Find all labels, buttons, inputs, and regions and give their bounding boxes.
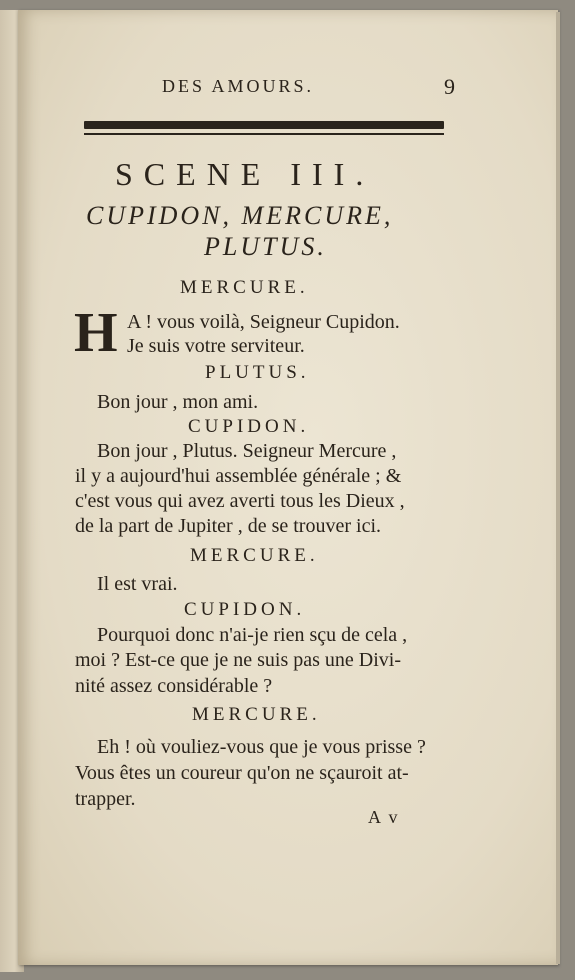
- signature-mark: A v: [368, 807, 400, 827]
- dialogue-line: trapper.: [75, 788, 136, 810]
- dialogue-line: Je suis votre serviteur.: [127, 335, 305, 357]
- dialogue-line: Pourquoi donc n'ai-je rien sçu de cela ,: [97, 624, 408, 646]
- speaker-heading: PLUTUS.: [205, 362, 310, 383]
- book-page: [18, 10, 558, 965]
- dialogue-line: c'est vous qui avez averti tous les Dieux ,: [75, 490, 405, 512]
- dialogue-line: nité assez considérable ?: [75, 675, 273, 697]
- scene-title: SCENE III.: [115, 156, 375, 192]
- speaker-heading: CUPIDON.: [184, 599, 306, 620]
- dialogue-line: de la part de Jupiter , de se trouver ici.: [75, 515, 381, 537]
- cast-list-line-1: CUPIDON, MERCURE,: [86, 201, 394, 230]
- page-fore-edge: [556, 12, 560, 964]
- drop-cap: H: [74, 302, 118, 364]
- speaker-heading: MERCURE.: [190, 545, 319, 566]
- page-number: 9: [444, 74, 455, 99]
- dialogue-line: il y a aujourd'hui assemblée générale ; &: [75, 465, 402, 487]
- dialogue-line: A ! vous voilà, Seigneur Cupidon.: [127, 311, 400, 333]
- dialogue-line: Bon jour , mon ami.: [97, 391, 259, 413]
- speaker-heading: MERCURE.: [192, 704, 321, 725]
- dialogue-line: Bon jour , Plutus. Seigneur Mercure ,: [97, 440, 397, 462]
- dialogue-line: Eh ! où vouliez-vous que je vous prisse ?: [97, 736, 426, 758]
- speaker-heading: MERCURE.: [180, 277, 309, 298]
- dialogue-line: moi ? Est-ce que je ne suis pas une Divi-: [75, 649, 402, 671]
- dialogue-line: Il est vrai.: [97, 573, 178, 595]
- running-head: DES AMOURS.: [162, 76, 315, 96]
- speaker-heading: CUPIDON.: [188, 416, 310, 437]
- cast-list-line-2: PLUTUS.: [204, 232, 327, 261]
- dialogue-line: Vous êtes un coureur qu'on ne sçauroit at-: [75, 762, 409, 784]
- header-rule-thick: [84, 121, 444, 129]
- header-rule-thin: [84, 133, 444, 135]
